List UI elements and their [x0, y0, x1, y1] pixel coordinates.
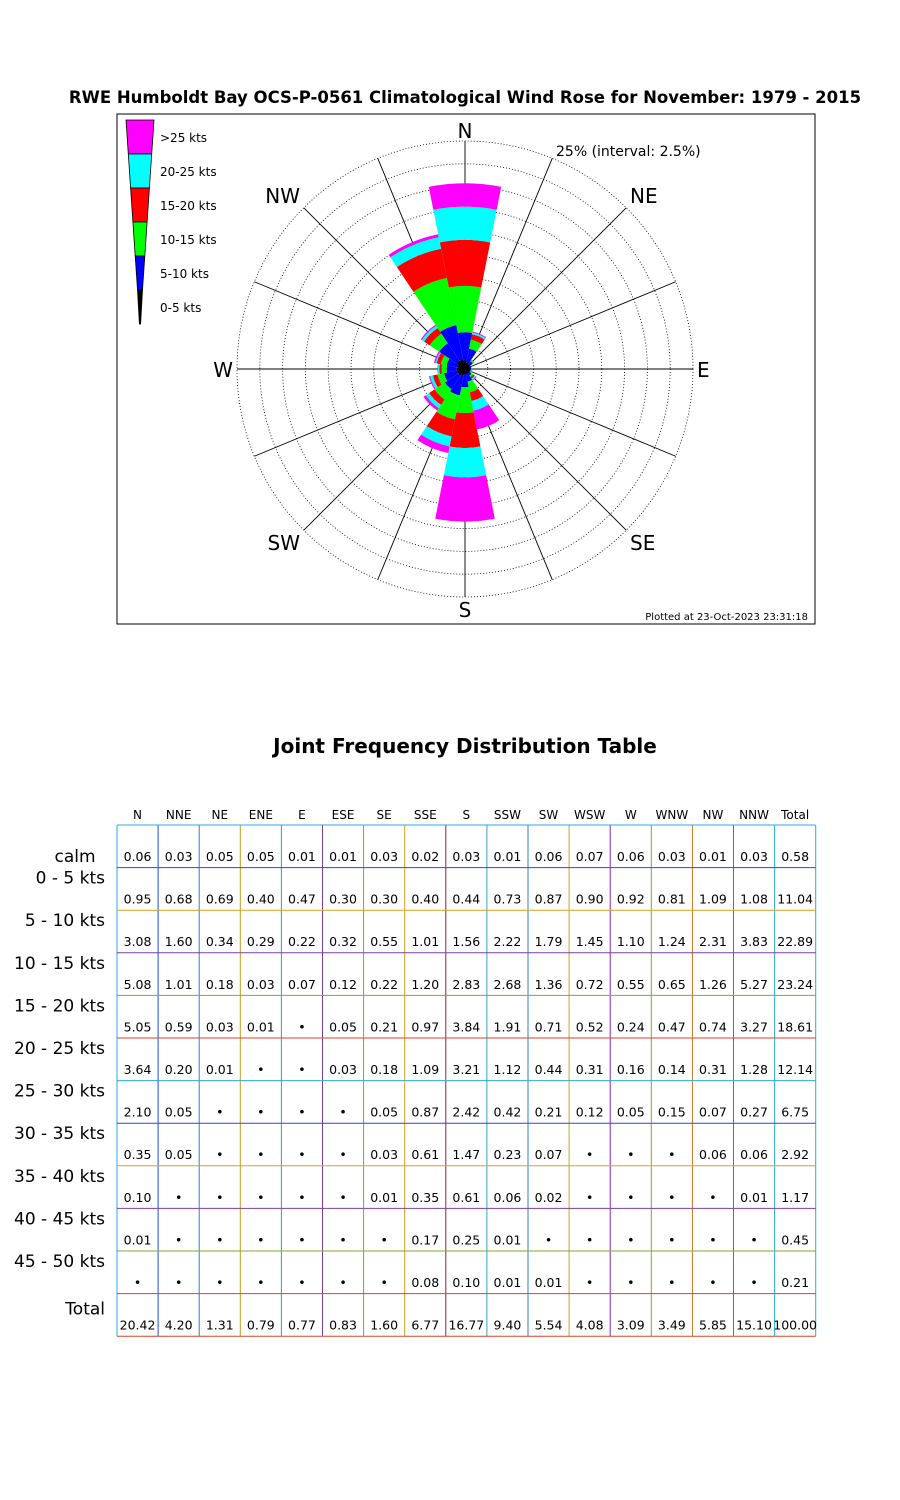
col-header: WNW [655, 808, 689, 822]
table-cell: 3.09 [616, 1317, 645, 1333]
table-cell: 3.27 [740, 1019, 768, 1035]
table-cell: 0.73 [493, 891, 522, 907]
table-cell: 0.24 [616, 1019, 645, 1035]
table-cell: 0.03 [246, 976, 275, 992]
table-cell: 0.97 [411, 1019, 440, 1035]
table-cell: 20.42 [119, 1317, 156, 1333]
table-cell: • [216, 1275, 224, 1290]
table-cell: • [257, 1232, 265, 1248]
table-cell: 0.12 [575, 1104, 604, 1120]
table-cell: 0.30 [370, 891, 399, 907]
table-cell: • [750, 1232, 758, 1248]
col-header: NNE [165, 808, 192, 822]
table-cell: 0.01 [329, 849, 357, 864]
col-header: SW [538, 808, 559, 822]
table-cell: • [627, 1275, 635, 1290]
table-cell: 0.08 [411, 1275, 440, 1290]
legend-label: 15-20 kts [160, 199, 217, 213]
table-cell: 6.75 [781, 1104, 810, 1120]
table-cell: 0.47 [288, 891, 316, 907]
table-cell: 0.02 [411, 849, 440, 864]
table-cell: 0.03 [452, 849, 481, 864]
table-cell: • [257, 1189, 265, 1205]
dir-label-se: SE [630, 531, 656, 555]
table-cell: 0.58 [781, 849, 810, 864]
table-cell: 0.30 [329, 891, 357, 907]
table-cell: 0.03 [205, 1019, 234, 1035]
sector-s-5 [435, 475, 495, 521]
table-cell: 22.89 [777, 934, 814, 950]
table-cell: 23.24 [777, 976, 814, 992]
table-cell: 0.92 [616, 891, 645, 907]
table-cell: 0.42 [493, 1104, 522, 1120]
row-label: 0 - 5 kts [35, 868, 105, 889]
col-header: W [624, 808, 637, 822]
legend-swatch [126, 120, 154, 154]
table-cell: 0.03 [370, 1147, 399, 1163]
dir-label-s: S [458, 598, 472, 622]
table-cell: 0.05 [164, 1104, 193, 1120]
table-cell: 0.07 [575, 849, 604, 864]
col-header: Total [781, 808, 810, 822]
table-cell: 0.35 [411, 1189, 440, 1205]
table-cell: 0.72 [575, 976, 604, 992]
table-cell: 1.79 [534, 934, 563, 950]
table-cell: 0.87 [534, 891, 563, 907]
table-cell: 0.77 [288, 1317, 316, 1333]
table-cell: 1.08 [740, 891, 768, 907]
table-cell: 0.22 [370, 976, 399, 992]
col-header: ENE [248, 808, 273, 822]
table-cell: 0.32 [329, 934, 357, 950]
calm-center [460, 364, 470, 374]
table-cell: • [627, 1147, 635, 1163]
table-cell: • [216, 1147, 224, 1163]
table-cell: 100.00 [773, 1317, 818, 1333]
dir-label-n: N [457, 119, 473, 143]
legend-swatch [138, 290, 143, 324]
table-cell: 0.44 [452, 891, 481, 907]
table-cell: • [544, 1232, 553, 1248]
table-cell: • [668, 1232, 676, 1248]
table-cell: 0.03 [657, 849, 686, 864]
table-cell: 0.31 [575, 1062, 604, 1077]
table-cell: • [709, 1232, 717, 1248]
table-cell: 0.05 [205, 849, 234, 864]
table-cell: 0.35 [123, 1147, 152, 1163]
table-cell: • [380, 1232, 388, 1248]
table-cell: • [339, 1232, 347, 1248]
table-cell: • [339, 1275, 347, 1290]
table-cell: 3.84 [452, 1019, 481, 1035]
table-cell: 0.06 [123, 849, 152, 864]
row-label: 5 - 10 kts [24, 911, 105, 932]
table-cell: 0.03 [740, 849, 768, 864]
spoke-line [465, 369, 676, 456]
table-cell: 0.17 [411, 1232, 440, 1248]
table-cell: 2.68 [493, 976, 522, 992]
table-cell: • [709, 1275, 717, 1290]
scale-label: 25% (interval: 2.5%) [556, 144, 701, 160]
table-cell: 16.77 [448, 1317, 485, 1333]
row-label: 20 - 25 kts [14, 1039, 105, 1059]
col-header: SSE [413, 808, 437, 822]
table-cell: • [585, 1189, 594, 1205]
dir-label-sw: SW [267, 531, 300, 555]
table-cell: 0.14 [657, 1062, 686, 1077]
table-cell: 0.01 [246, 1019, 275, 1035]
table-cell: • [339, 1104, 347, 1120]
table-cell: 0.61 [452, 1189, 481, 1205]
table-cell: 2.22 [493, 934, 522, 950]
table-cell: 1.20 [411, 976, 440, 992]
table-cell: 0.55 [370, 934, 399, 950]
table-cell: • [216, 1232, 224, 1248]
table-cell: 1.60 [164, 934, 193, 950]
table-cell: 1.60 [370, 1317, 399, 1333]
legend-label: >25 kts [160, 131, 208, 145]
wind-rose-chart [0, 0, 900, 640]
table-cell: 0.06 [616, 849, 645, 864]
table-cell: 0.27 [740, 1104, 768, 1120]
table-cell: 1.01 [411, 934, 440, 950]
table-cell: 0.01 [493, 1275, 522, 1290]
sector-s-4 [444, 447, 486, 478]
table-cell: • [257, 1275, 265, 1290]
row-label: 15 - 20 kts [14, 996, 105, 1017]
legend-label: 20-25 kts [160, 165, 217, 179]
sector-n-4 [433, 207, 496, 243]
table-cell: • [668, 1189, 676, 1205]
table-cell: 0.95 [123, 891, 152, 907]
table-cell: 18.61 [777, 1019, 814, 1035]
table-cell: 2.42 [452, 1104, 481, 1120]
table-cell: 11.04 [777, 891, 814, 907]
table-cell: 0.79 [246, 1317, 275, 1333]
dir-label-nw: NW [265, 184, 300, 208]
row-label: calm [54, 847, 96, 867]
table-cell: • [298, 1104, 306, 1120]
table-cell: 0.29 [246, 934, 275, 950]
table-cell: 0.01 [123, 1232, 152, 1248]
row-label: 30 - 35 kts [14, 1124, 105, 1145]
table-cell: 0.01 [740, 1189, 768, 1205]
row-label: 25 - 30 kts [14, 1081, 105, 1102]
table-cell: 0.59 [164, 1019, 193, 1035]
legend-label: 10-15 kts [160, 233, 217, 247]
table-cell: 0.01 [370, 1189, 399, 1205]
table-cell: • [298, 1062, 306, 1077]
table-cell: 12.14 [777, 1062, 814, 1077]
table-cell: • [585, 1275, 594, 1290]
table-cell: 0.18 [370, 1062, 399, 1077]
table-cell: 0.06 [740, 1147, 768, 1163]
table-cell: 1.09 [699, 891, 727, 907]
table-cell: 5.27 [740, 976, 768, 992]
table-cell: 3.08 [123, 934, 152, 950]
table-cell: 0.90 [575, 891, 604, 907]
table-cell: 0.74 [699, 1019, 727, 1035]
table-cell: 1.09 [411, 1062, 440, 1077]
table-cell: • [585, 1147, 594, 1163]
table-cell: • [257, 1062, 265, 1077]
table-cell: 0.01 [699, 849, 727, 864]
spoke-line [465, 282, 676, 369]
table-cell: 1.12 [493, 1062, 522, 1077]
table-cell: 0.71 [534, 1019, 563, 1035]
table-cell: 0.83 [329, 1317, 357, 1333]
table-cell: 0.07 [699, 1104, 727, 1120]
table-cell: 3.49 [657, 1317, 686, 1333]
wind-rose-title: RWE Humboldt Bay OCS-P-0561 Climatological Wind Rose for November: 1979 - 2015 [68, 88, 862, 107]
sector-n-5 [429, 183, 501, 209]
col-header: NW [702, 808, 724, 822]
table-cell: 3.64 [123, 1062, 152, 1077]
table-cell: 0.02 [534, 1189, 563, 1205]
table-cell: 0.22 [288, 934, 316, 950]
table-cell: 0.21 [781, 1275, 810, 1290]
row-label: 40 - 45 kts [14, 1209, 105, 1230]
table-cell: • [339, 1147, 347, 1163]
table-cell: 0.21 [370, 1019, 399, 1035]
table-cell: 5.54 [534, 1317, 563, 1333]
table-cell: 1.28 [740, 1062, 768, 1077]
table-cell: 1.45 [575, 934, 604, 950]
dir-label-ne: NE [630, 184, 658, 208]
table-cell: 0.81 [657, 891, 686, 907]
table-cell: • [174, 1275, 183, 1290]
table-cell: 0.01 [205, 1062, 234, 1077]
table-cell: 0.03 [370, 849, 399, 864]
table-cell: • [668, 1147, 676, 1163]
table-cell: 1.24 [657, 934, 686, 950]
table-cell: 0.01 [493, 849, 522, 864]
table-cell: 0.01 [288, 849, 316, 864]
table-cell: 9.40 [493, 1317, 522, 1333]
table-cell: 0.07 [534, 1147, 563, 1163]
table-cell: • [750, 1275, 758, 1290]
table-cell: 0.47 [657, 1019, 686, 1035]
table-cell: 0.06 [699, 1147, 727, 1163]
table-cell: 0.52 [575, 1019, 604, 1035]
table-cell: 0.03 [164, 849, 193, 864]
table-cell: 1.17 [781, 1189, 810, 1205]
table-cell: • [216, 1189, 224, 1205]
row-label: 35 - 40 kts [14, 1166, 105, 1187]
table-cell: 0.10 [123, 1189, 152, 1205]
col-header: NE [211, 808, 229, 822]
table-cell: 0.03 [329, 1062, 357, 1077]
table-cell: 0.68 [164, 891, 193, 907]
col-header: S [462, 808, 471, 822]
table-cell: • [339, 1189, 347, 1205]
col-header: SSW [493, 808, 522, 822]
table-cell: 0.31 [699, 1062, 727, 1077]
table-cell: 3.83 [740, 934, 768, 950]
table-cell: • [257, 1147, 265, 1163]
table-cell: • [668, 1275, 676, 1290]
dir-label-e: E [697, 358, 710, 382]
col-header: SE [376, 808, 392, 822]
table-cell: 6.77 [411, 1317, 440, 1333]
table-cell: 2.83 [452, 976, 481, 992]
table-cell: 0.40 [246, 891, 275, 907]
table-cell: 0.87 [411, 1104, 440, 1120]
row-label: 45 - 50 kts [14, 1252, 105, 1272]
table-cell: 2.10 [123, 1104, 152, 1120]
table-cell: 0.05 [370, 1104, 399, 1120]
col-header: NNW [739, 808, 769, 822]
table-cell: 0.05 [246, 849, 275, 864]
table-cell: • [133, 1275, 142, 1290]
legend-swatch [135, 256, 145, 290]
jfd-table-title: Joint Frequency Distribution Table [273, 734, 657, 758]
table-cell: 0.16 [616, 1062, 645, 1077]
table-cell: 0.01 [534, 1275, 563, 1290]
table-cell: • [298, 1147, 306, 1163]
plotted-at-label: Plotted at 23-Oct-2023 23:31:18 [645, 612, 808, 623]
table-cell: 0.40 [411, 891, 440, 907]
row-label: Total [65, 1299, 105, 1320]
table-cell: 0.23 [493, 1147, 522, 1163]
table-cell: 3.21 [452, 1062, 481, 1077]
table-cell: 1.26 [699, 976, 727, 992]
table-cell: • [174, 1232, 183, 1248]
table-cell: 0.05 [329, 1019, 357, 1035]
row-label: 10 - 15 kts [14, 953, 105, 974]
table-cell: • [298, 1019, 306, 1035]
table-cell: • [709, 1189, 717, 1205]
table-cell: 1.47 [452, 1147, 481, 1163]
table-cell: 1.01 [164, 976, 193, 992]
table-cell: 0.05 [616, 1104, 645, 1120]
table-cell: 1.56 [452, 934, 481, 950]
dir-label-w: W [213, 358, 233, 382]
table-cell: 1.10 [616, 934, 645, 950]
table-cell: • [298, 1232, 306, 1248]
table-cell: • [298, 1189, 306, 1205]
legend-swatch [133, 222, 147, 256]
table-cell: 5.85 [699, 1317, 727, 1333]
table-cell: • [627, 1189, 635, 1205]
table-cell: 0.25 [452, 1232, 481, 1248]
table-cell: • [380, 1275, 388, 1290]
table-cell: 0.18 [205, 976, 234, 992]
legend-swatch [128, 154, 151, 188]
table-cell: 0.61 [411, 1147, 440, 1163]
col-header: ESE [331, 808, 355, 822]
table-cell: 0.06 [534, 849, 563, 864]
table-cell: 5.08 [123, 976, 152, 992]
table-cell: 0.15 [657, 1104, 686, 1120]
table-cell: • [627, 1232, 635, 1248]
col-header: WSW [573, 808, 606, 822]
table-cell: 1.31 [205, 1317, 234, 1333]
jfd-table [0, 800, 900, 1360]
table-cell: 0.10 [452, 1275, 481, 1290]
legend-label: 5-10 kts [160, 267, 209, 281]
table-cell: 0.21 [534, 1104, 563, 1120]
table-cell: 0.45 [781, 1232, 810, 1248]
table-cell: 0.20 [164, 1062, 193, 1077]
table-cell: 4.08 [575, 1317, 604, 1333]
sector-w-2 [442, 364, 447, 373]
legend-swatch [131, 188, 150, 222]
table-cell: 5.05 [123, 1019, 152, 1035]
table-cell: 0.34 [205, 934, 234, 950]
table-cell: 0.01 [493, 1232, 522, 1248]
table-cell: 0.05 [164, 1147, 193, 1163]
table-cell: 4.20 [164, 1317, 193, 1333]
col-header: N [133, 808, 143, 822]
table-cell: 0.55 [616, 976, 645, 992]
table-cell: • [257, 1104, 265, 1120]
table-cell: 0.06 [493, 1189, 522, 1205]
table-cell: 2.31 [699, 934, 727, 950]
table-cell: 1.91 [493, 1019, 522, 1035]
table-cell: 0.44 [534, 1062, 563, 1077]
table-cell: 15.10 [736, 1317, 772, 1333]
legend-label: 0-5 kts [160, 301, 202, 315]
col-header: E [298, 808, 306, 822]
table-cell: 0.12 [329, 976, 357, 992]
table-cell: 1.36 [534, 976, 563, 992]
table-cell: 2.92 [781, 1147, 810, 1163]
table-cell: 0.07 [288, 976, 316, 992]
table-cell: • [585, 1232, 594, 1248]
table-cell: • [216, 1104, 224, 1120]
table-cell: • [174, 1189, 183, 1205]
table-cell: 0.65 [657, 976, 686, 992]
table-cell: • [298, 1275, 306, 1290]
table-cell: 0.69 [205, 891, 234, 907]
